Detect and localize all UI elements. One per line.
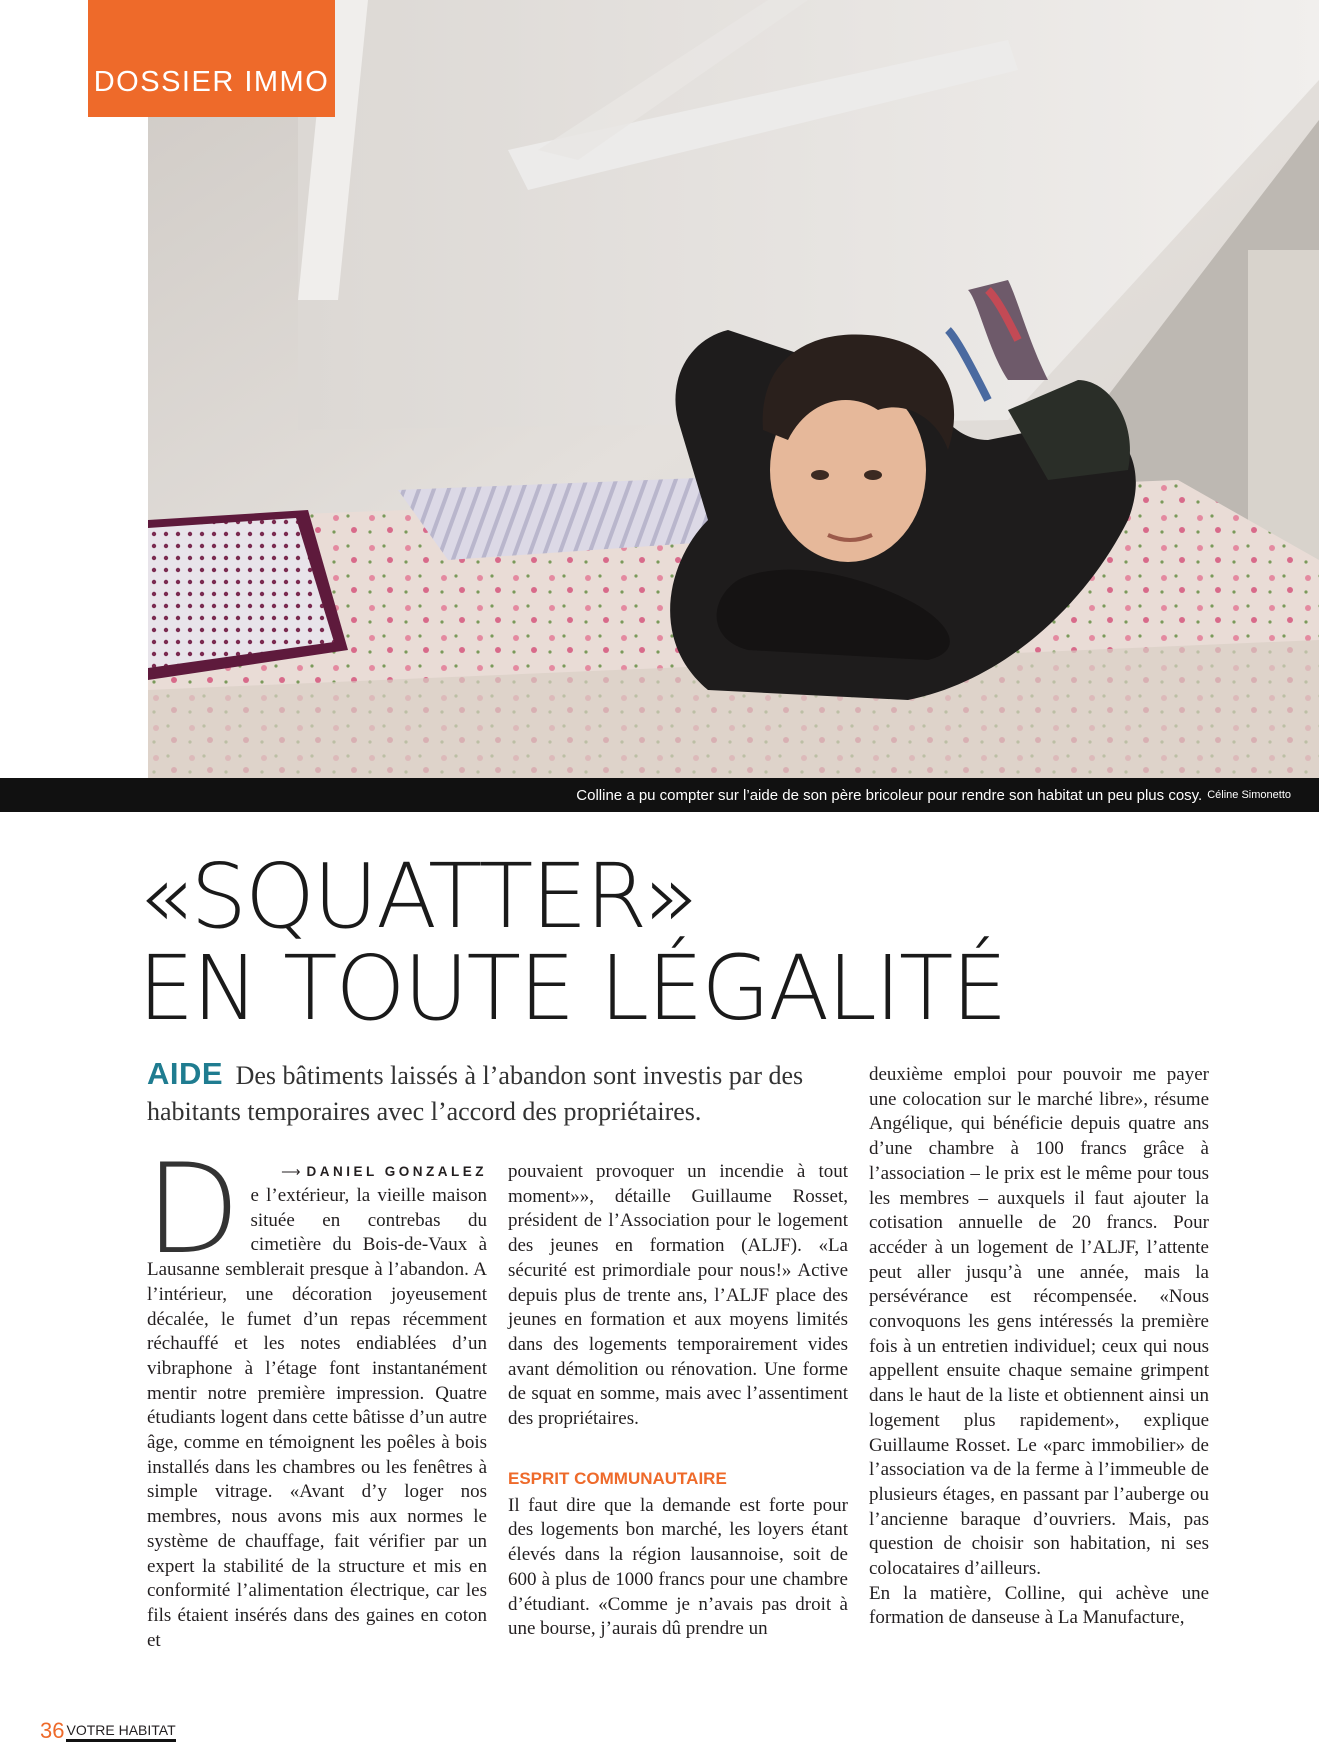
section-tag: DOSSIER IMMO <box>88 0 335 117</box>
page-footer <box>40 1720 176 1742</box>
photo-credit: Céline Simonetto <box>1207 789 1291 801</box>
lede-text: Des bâtiments laissés à l’abandon sont investis par des habitants temporaires avec l’accord des propriétaires. <box>147 1061 804 1126</box>
article-column-1 <box>145 1138 487 1653</box>
lede-kicker: AIDE <box>147 1056 224 1091</box>
page-number: 36 <box>40 1718 65 1743</box>
body-paragraph-col3a: deuxième emploi pour pouvoir me payer une colocation sur le marché libre», résume Angélique, qui bénéficie depuis quatre ans d’une chambre à 100 francs grâce à l’association – le prix est le même pour tous les membres – auxquels il faut ajouter la cotisation annuelle de 20 francs. Pour accéder à un logement de l’ALJF, l’attente peut aller jusqu’à une année, mais la persévérance est récompensée. «Nous convoquons les gens intéressés la première fois à un entretien individuel; ceux qui nous appellent ensuite chaque semaine grimpent dans le haut de la liste et obtiennent ainsi un logement plus rapidement», explique Guillaume Rosset. Le «parc immobilier» de l’association va de la ferme à l’immeuble de plusieurs étages, en passant par l’auberge ou l’ancienne baraque d’ouvriers. Mais, pas question de choisir son habitation, ni ses colocataires d’ailleurs. <box>869 1064 1209 1580</box>
body-paragraph-col2a: pouvaient provoquer un incendie à tout moment»», détaille Guillaume Rosset, président de l’Association pour le logement des jeunes en formation (ALJF). «La sécurité est primordiale pour nous!» Active depuis plus de trente ans, l’ALJF place des jeunes en formation et aux moyens limités dans des logements temporairement vides avant démolition ou rénovation. Une forme de squat en somme, mais avec l’assentiment des propriétaires. <box>508 1161 848 1430</box>
article-column-3 <box>869 1063 1209 1631</box>
headline <box>138 844 1038 1040</box>
article-column-2 <box>508 1160 848 1642</box>
photo-caption-bar <box>0 778 1319 812</box>
drop-cap: D <box>145 1138 241 1282</box>
photo-caption: Colline a pu compter sur l’aide de son père bricoleur pour rendre son habitat un peu plus cosy. <box>576 786 1203 804</box>
subhead: ESPRIT COMMUNAUTAIRE <box>508 1468 727 1488</box>
headline-line-2: EN TOUTE LÉGALITÉ <box>138 936 1006 1040</box>
body-paragraph-col2b: Il faut dire que la demande est forte pour des logements bon marché, les loyers étant élevés dans la région lausannoise, soit de 600 à plus de 1000 francs pour une chambre d’étudiant. «Comme je n’avais pas droit à une bourse, j’aurais dû prendre un <box>508 1494 848 1640</box>
body-paragraph-col1: e l’extérieur, la vieille maison située en contrebas du cimetière du Bois-de-Vaux à Lausanne semblerait presque à l’abandon. A l’intérieur, une décoration joyeusement décalée, le fumet d’un repas récemment réchauffé et les notes endiablées d’un vibraphone à l’étage font instantanément mentir notre première impression. Quatre étudiants logent dans cette bâtisse d’un autre âge, comme en témoignent les poêles à bois installés dans les chambres ou les fenêtres à simple vitrage. «Avant d’y loger nos membres, nous avons mis aux normes le système de chauffage, fait vérifier par un expert la stabilité de la structure et mis en conformité l’alimentation électrique, car les fils étaient insérés dans des gaines en coton et <box>147 1185 487 1651</box>
body-paragraph-col3b: En la matière, Colline, qui achève une formation de danseuse à La Manufacture, <box>869 1582 1209 1629</box>
byline-arrow-icon: ⟶ <box>281 1164 301 1179</box>
lede <box>147 1056 847 1130</box>
publication-name: VOTRE HABITAT <box>66 1722 175 1742</box>
headline-line-1: «SQUATTER» <box>138 844 697 948</box>
byline-author: DANIEL GONZALEZ <box>306 1164 487 1179</box>
